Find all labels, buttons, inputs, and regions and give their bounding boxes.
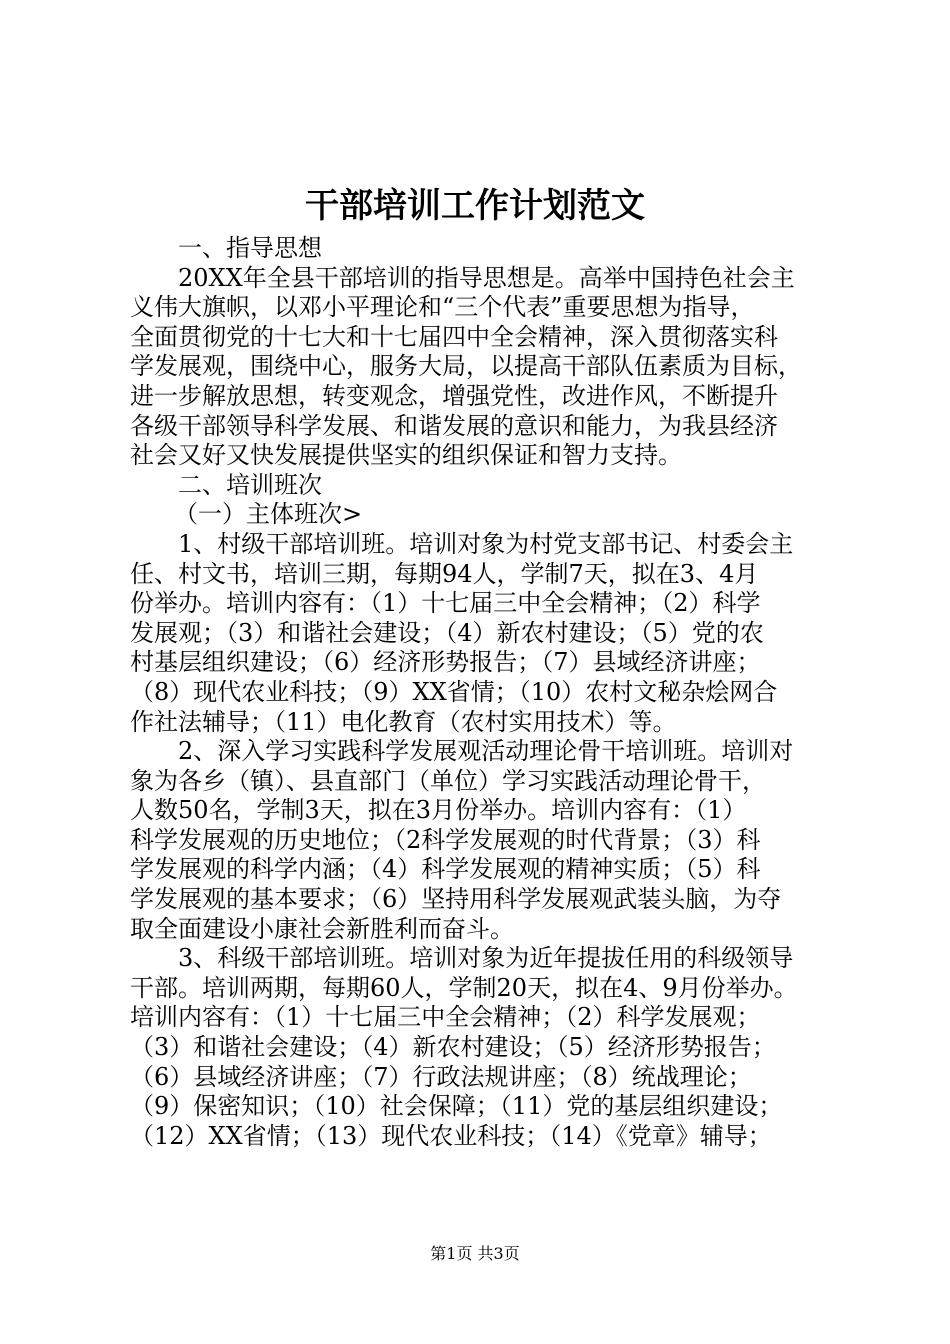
text-line: 3、科级干部培训班。培训对象为近年提拔任用的科级领导 bbox=[178, 944, 794, 973]
text-line: （9）保密知识；（10）社会保障；（11）党的基层组织建设； bbox=[130, 1092, 783, 1121]
text-line: （一）主体班次> bbox=[174, 500, 363, 529]
text-line: 培训内容有：（1）十七届三中全会精神；（2）科学发展观； bbox=[130, 1003, 761, 1032]
text-line: 村基层组织建设；（6）经济形势报告；（7）县域经济讲座； bbox=[130, 648, 761, 677]
text-line: 人数50名，学制3天，拟在3月份举办。培训内容有：（1） bbox=[130, 796, 747, 825]
text-line: 进一步解放思想，转变观念，增强党性，改进作风，不断提升 bbox=[130, 381, 778, 410]
text-line: 20XX年全县干部培训的指导思想是。高举中国持色社会主 bbox=[178, 263, 795, 292]
text-line: 一、指导思想 bbox=[178, 234, 322, 262]
page-title: 干部培训工作计划范文 bbox=[305, 186, 645, 226]
text-line: 义伟大旗帜，以邓小平理论和“三个代表”重要思想为指导， bbox=[130, 293, 755, 322]
text-line: 2、深入学习实践科学发展观活动理论骨干培训班。培训对 bbox=[178, 737, 794, 766]
text-line: （12）XX省情；（13）现代农业科技；（14）《党章》辅导； bbox=[130, 1121, 772, 1150]
text-line: 象为各乡（镇）、县直部门（单位）学习实践活动理论骨干， bbox=[130, 766, 766, 795]
text-line: 各级干部领导科学发展、和谐发展的意识和能力，为我县经济 bbox=[130, 411, 778, 440]
text-line: 作社法辅导；（11）电化教育（农村实用技术）等。 bbox=[130, 707, 677, 736]
text-line: 取全面建设小康社会新胜利而奋斗。 bbox=[130, 914, 514, 943]
text-line: 任、村文书，培训三期，每期94人，学制7天，拟在3、4月 bbox=[130, 559, 759, 588]
text-line: （6）县域经济讲座；（7）行政法规讲座；（8）统战理论； bbox=[130, 1062, 752, 1091]
text-line: 全面贯彻党的十七大和十七届四中全会精神，深入贯彻落实科 bbox=[130, 322, 778, 351]
text-line: 份举办。培训内容有：（1）十七届三中全会精神；（2）科学 bbox=[130, 589, 761, 618]
text-line: （8）现代农业科技；（9）XX省情；（10）农村文秘杂烩网合 bbox=[130, 677, 778, 706]
text-line: 1、村级干部培训班。培训对象为村党支部书记、村委会主 bbox=[178, 529, 794, 558]
page-footer: 第1页 共3页 bbox=[430, 1244, 520, 1263]
text-line: 学发展观的科学内涵；（4）科学发展观的精神实质；（5）科 bbox=[130, 855, 761, 884]
text-line: 学发展观的基本要求；（6）坚持用科学发展观武装头脑，为夺 bbox=[130, 885, 782, 914]
text-line: 干部。培训两期，每期60人，学制20天，拟在4、9月份举办。 bbox=[130, 973, 798, 1002]
text-line: 发展观；（3）和谐社会建设；（4）新农村建设；（5）党的农 bbox=[130, 618, 764, 647]
text-line: 二、培训班次 bbox=[178, 470, 322, 499]
document-body bbox=[130, 234, 830, 1151]
text-line: 社会又好又快发展提供坚实的组织保证和智力支持。 bbox=[130, 441, 682, 470]
text-line: （3）和谐社会建设；（4）新农村建设；（5）经济形势报告； bbox=[130, 1033, 776, 1062]
text-line: 科学发展观的历史地位；（2科学发展观的时代背景；（3）科 bbox=[130, 825, 761, 854]
text-line: 学发展观，围绕中心，服务大局，以提高干部队伍素质为目标， bbox=[130, 352, 802, 381]
